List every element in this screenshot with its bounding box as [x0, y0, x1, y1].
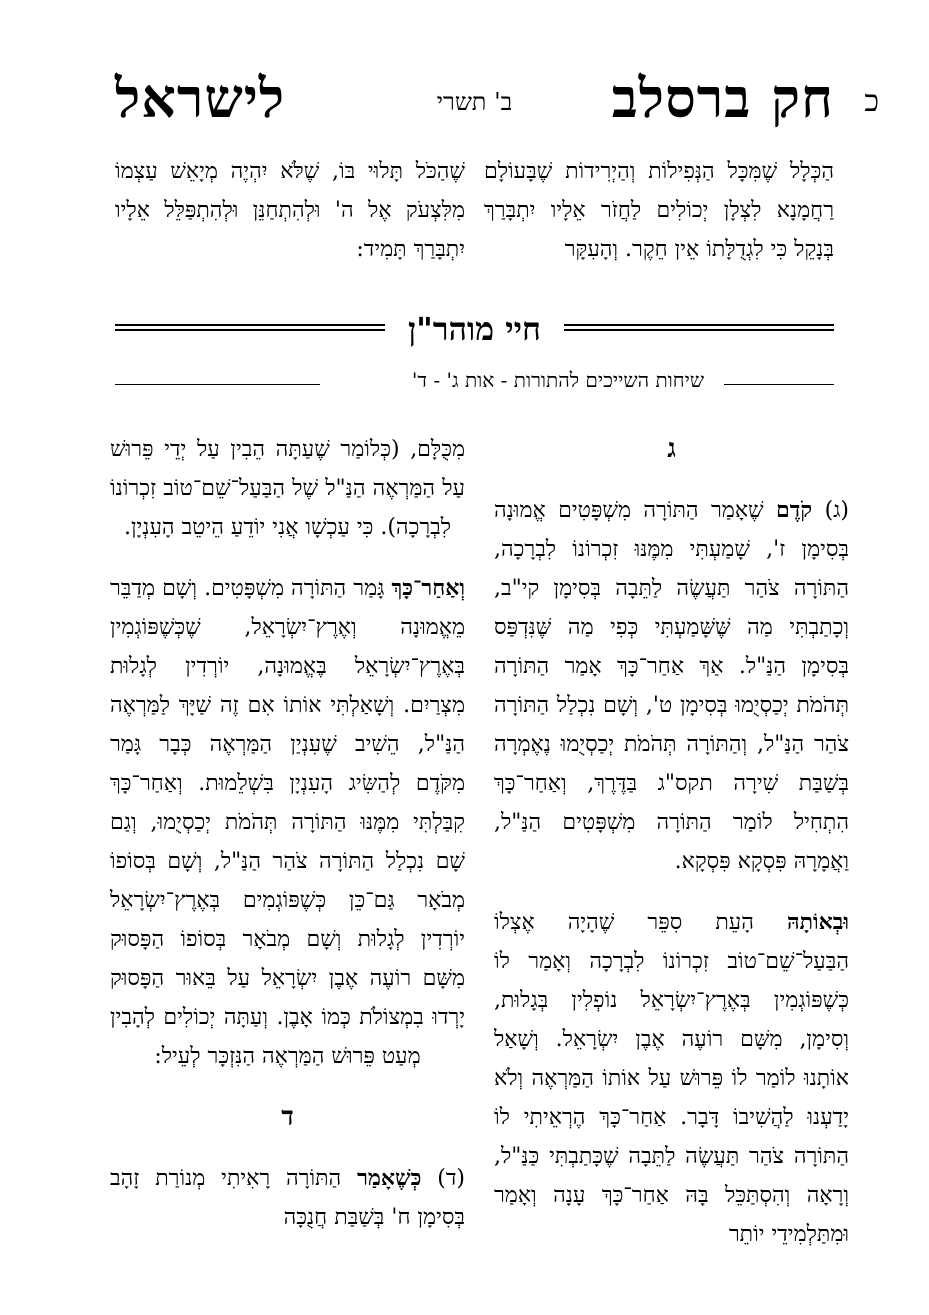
section-title: חיי מוהר"ן [408, 310, 541, 348]
paragraph-text: מִכֻּלָּם, (כְּלוֹמַר שֶׁעַתָּה הֵבִין עַל יְדֵי פֵּרוּשׁ עַל הַמַּרְאֶה הַנַּ"ל שֶׁל הַבַּעַל־שֵׁם־טוֹב זִכְרוֹנוֹ לִבְרָכָה). כִּי עַכְשָׁו אֲנִי יוֹדֵעַ הֵיטֵב הָעִנְיָן. [110, 437, 465, 540]
paragraph-number: (ג) [824, 498, 849, 523]
intro-left-text: שֶׁהַכֹּל תָּלוּי בּוֹ, שֶׁלֹּא יִהְיֶה מְיָאֵשׁ עַצְמוֹ מִלִּצְעֹק אֶל ה' וּלְהִתְחַנֵּן וּלְהִתְפַּלֵּל אֵלָיו יִתְבָּרַךְ תָּמִיד: [115, 159, 465, 262]
paragraph-text: שֶׁאָמַר הַתּוֹרָה מִשְׁפָּטִים אֱמוּנָה בְּסִימָן ז', שָׁמַעְתִּי מִמֶּנּוּ זִכְרוֹנוֹ לִבְרָכָה, הַתּוֹרָה צֹהַר תַּעֲשֶׂה לַתֵּבָה בְּסִימָן קי"ב, וְכָתַבְתִּי מַה שֶּׁשָּׁמַעְתִּי כְּפִי מַה שֶּׁנִּדְפַּס בְּסִימָן הַנַּ"ל. אַךְ אַחַר־כָּךְ אָמַר הַתּוֹרָה תְּהֹמֹת יְכַסְיֻמוּ בְּסִימָן ט', וְשָׁם נִכְלַל הַתּוֹרָה צֹהַר הַנַּ"ל, וְהַתּוֹרָה תְּהֹמֹת יְכַסְיֻמוּ נֶאֶמְרָה בְּשַׁבַּת שִׁירָה תקס"ג בַּדֶּרֶךְ, וְאַחַר־כָּךְ הִתְחִיל לוֹמַר הַתּוֹרָה מִשְׁפָּטִים הַנַּ"ל, וַאֲמָרָהּ פִּסְקָא פִּסְקָא. [494, 498, 849, 874]
paragraph-continuation [110, 430, 465, 547]
paragraph-text: הַתּוֹרָה רָאִיתִי מְנוֹרַת זָהָב בְּסִימָן ח' בְּשַׁבַּת חֲנֻכָּה [110, 1166, 465, 1230]
page-header [115, 66, 879, 136]
paragraph-3 [494, 491, 849, 881]
section-subtitle: שיחות השייכים להתורות - אות ג' - ד' [411, 368, 704, 392]
intro-right-text: הַכְּלָל שֶׁמִּכָּל הַנְּפִילוֹת וְהַיְרִידוֹת שֶׁבָּעוֹלָם רַחֲמָנָא לִצְלָן יְכוֹלִים לַחֲזֹר אֵלָיו יִתְבָּרַךְ בְּנָקֵל כִּי לִגְדֻלָּתוֹ אֵין חֵקֶר. וְהָעִקָּר [484, 159, 834, 262]
subtitle-bar [115, 368, 834, 398]
subtitle-rule-left [115, 384, 320, 385]
header-date: ב' תשרי [436, 88, 513, 116]
opening-word: כְּשֶׁאָמַר [357, 1165, 422, 1191]
paragraph-text: גָּמַר הַתּוֹרָה מִשְׁפָּטִים. וְשָׁם מְדַבֵּר מֵאֱמוּנָה וְאֶרֶץ־יִשְׂרָאֵל, שֶׁכְּשֶׁפּוֹגְמִין בְּאֶרֶץ־יִשְׂרָאֵל בֶּאֱמוּנָה, יוֹרְדִין לְגָלוּת מִצְרַיִם. וְשָׁאַלְתִּי אוֹתוֹ אִם זֶה שַׁיָּךְ לַמַּרְאֶה הַנַּ"ל, הֵשִׁיב שֶׁעִנְיַן הַמַּרְאֶה כְּבָר גָּמַר מִקֹּדֶם לְהַשִּׂיג הָעִנְיָן בִּשְׁלֵמוּת. וְאַחַר־כָּךְ קִבַּלְתִּי מִמֶּנּוּ הַתּוֹרָה תְּהֹמֹת יְכַסְיֻמוּ, וְגַם שָׁם נִכְלַל הַתּוֹרָה צֹהַר הַנַּ"ל, וְשָׁם בְּסוֹפוֹ מְבֹאָר גַּם־כֵּן כְּשֶׁפּוֹגְמִים בְּאֶרֶץ־יִשְׂרָאֵל יוֹרְדִין לְגָלוּת וְשָׁם מְבֹאָר בְּסוֹפוֹ הַפָּסוּק מִשָּׁם רוֹעֶה אֶבֶן יִשְׂרָאֵל עַל בֵּאוּר הַפָּסוּק יָרְדוּ בִמְצוֹלֹת כְּמוֹ אָבֶן. וְעַתָּה יְכוֹלִים לְהָבִין מְעַט פֵּרוּשׁ הַמַּרְאֶה הַנִּזְכָּר לְעֵיל: [110, 576, 465, 1069]
heading-dalet: ד [281, 1102, 294, 1132]
heading-gimel: ג [667, 434, 676, 464]
page-number: כ [864, 84, 879, 119]
paragraph-3b [494, 903, 849, 1254]
opening-word: וּבְאוֹתָהּ [786, 909, 850, 935]
book-title: חק ברסלב [611, 66, 834, 130]
opening-word: וְאַחַר־כָּךְ [391, 575, 465, 601]
subtitle-rule-right [724, 384, 834, 385]
opening-word: קֹדֶם [776, 497, 813, 523]
paragraph-4 [110, 1159, 465, 1237]
paragraph-3c [110, 569, 465, 1076]
header-yisrael: לישראל [115, 66, 286, 130]
left-column [110, 430, 465, 1237]
intro-section [115, 152, 834, 272]
paragraph-number: (ד) [437, 1166, 465, 1191]
section-title-bar [115, 310, 834, 350]
right-column [494, 430, 849, 1254]
paragraph-text: הָעֵת סִפֵּר שֶׁהָיָה אֶצְלוֹ הַבַּעַל־שֵׁם־טוֹב זִכְרוֹנוֹ לִבְרָכָה וְאָמַר לוֹ כְּשֶׁפּוֹגְמִין בְּאֶרֶץ־יִשְׂרָאֵל נוֹפְלִין בְּגָלוּת, וְסִימָן, מִשָּׁם רוֹעֶה אֶבֶן יִשְׂרָאֵל. וְשָׁאַל אוֹתָנוּ לוֹמַר לוֹ פֵּרוּשׁ עַל אוֹתוֹ הַמַּרְאֶה וְלֹא יָדַעְנוּ לַהֲשִׁיבוֹ דָּבָר. אַחַר־כָּךְ הֶרְאֵיתִי לוֹ הַתּוֹרָה צֹהַר תַּעֲשֶׂה לַתֵּבָה שֶׁכָּתַבְתִּי כַּנַּ"ל, וְרָאָה וְהִסְתַּכֵּל בָּהּ אַחַר־כָּךְ עָנָה וְאָמַר וּמִתַּלְמִידֵי יוֹתֵר [494, 910, 849, 1247]
